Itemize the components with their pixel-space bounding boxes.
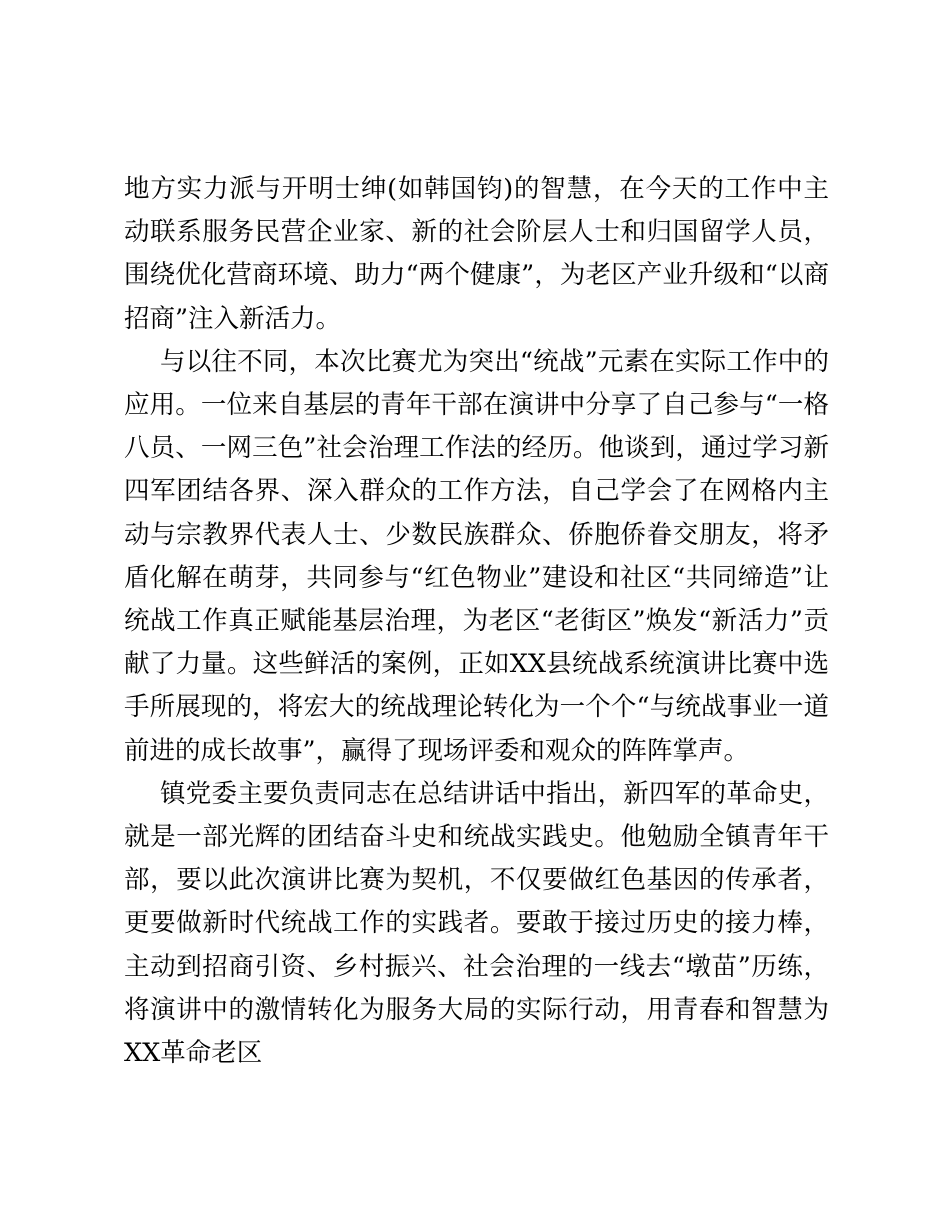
document-body xyxy=(124,168,829,1075)
paragraph-competition-highlights: 与以往不同，本次比赛尤为突出“统战”元素在实际工作中的应用。一位来自基层的青年干部在演讲中分享了自己参与“一格八员、一网三色”社会治理工作法的经历。他谈到，通过学习新四军团结各界、深入群众的工作方法，自己学会了在网格内主动与宗教界代表人士、少数民族群众、侨胞侨眷交朋友，将矛盾化解在萌芽，共同参与“红色物业”建设和社区“共同缔造”让统战工作真正赋能基层治理，为老区“老街区”焕发“新活力”贡献了力量。这些鲜活的案例，正如XX县统战系统演讲比赛中选手所展现的，将宏大的统战理论转化为一个个“与统战事业一道前进的成长故事”，赢得了现场评委和观众的阵阵掌声。 xyxy=(124,346,829,766)
paragraph-continued: 地方实力派与开明士绅(如韩国钧)的智慧，在今天的工作中主动联系服务民营企业家、新的社会阶层人士和归国留学人员，围绕优化营商环境、助力“两个健康”，为老区产业升级和“以商招商”注入新活力。 xyxy=(124,174,829,334)
paragraph-closing-speech: 镇党委主要负责同志在总结讲话中指出，新四军的革命史，就是一部光辉的团结奋斗史和统战实践史。他勉励全镇青年干部，要以此次演讲比赛为契机，不仅要做红色基因的传承者，更要做新时代统战工作的实践者。要敢于接过历史的接力棒，主动到招商引资、乡村振兴、社会治理的一线去“墩苗”历练，将演讲中的激情转化为服务大局的实际行动，用青春和智慧为XX革命老区 xyxy=(124,778,829,1069)
